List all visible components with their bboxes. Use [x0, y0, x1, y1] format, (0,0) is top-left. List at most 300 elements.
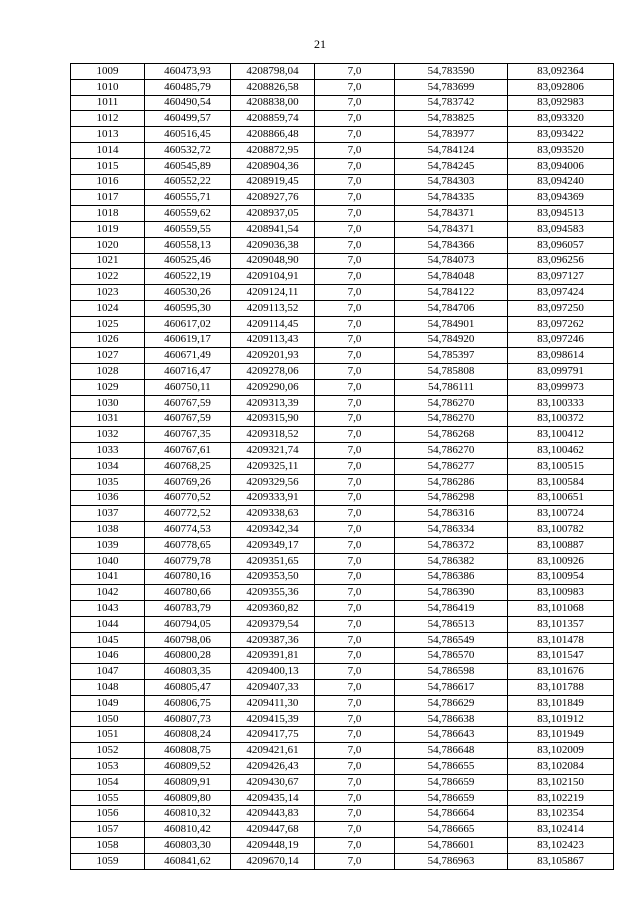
- longitude-cell: 83,100462: [508, 443, 614, 459]
- table-row: [71, 64, 614, 80]
- latitude-cell: 54,786270: [395, 411, 508, 427]
- longitude-cell: 83,092364: [508, 64, 614, 80]
- y-coordinate-cell: 4208866,48: [231, 127, 315, 143]
- latitude-cell: 54,786549: [395, 632, 508, 648]
- distance-cell: 7,0: [315, 790, 395, 806]
- latitude-cell: 54,784901: [395, 316, 508, 332]
- distance-cell: 7,0: [315, 348, 395, 364]
- point-number-cell: 1018: [71, 206, 145, 222]
- x-coordinate-cell: 460808,75: [145, 743, 231, 759]
- y-coordinate-cell: 4209321,74: [231, 443, 315, 459]
- table-row: [71, 601, 614, 617]
- distance-cell: 7,0: [315, 632, 395, 648]
- distance-cell: 7,0: [315, 569, 395, 585]
- longitude-cell: 83,102414: [508, 822, 614, 838]
- table-row: [71, 648, 614, 664]
- table-row: [71, 427, 614, 443]
- x-coordinate-cell: 460798,06: [145, 632, 231, 648]
- table-row: [71, 490, 614, 506]
- longitude-cell: 83,100584: [508, 474, 614, 490]
- y-coordinate-cell: 4209360,82: [231, 601, 315, 617]
- point-number-cell: 1052: [71, 743, 145, 759]
- point-number-cell: 1056: [71, 806, 145, 822]
- x-coordinate-cell: 460780,66: [145, 585, 231, 601]
- x-coordinate-cell: 460767,59: [145, 411, 231, 427]
- table-row: [71, 838, 614, 854]
- y-coordinate-cell: 4209417,75: [231, 727, 315, 743]
- x-coordinate-cell: 460794,05: [145, 616, 231, 632]
- latitude-cell: 54,784371: [395, 206, 508, 222]
- latitude-cell: 54,786372: [395, 537, 508, 553]
- longitude-cell: 83,096057: [508, 237, 614, 253]
- y-coordinate-cell: 4209349,17: [231, 537, 315, 553]
- x-coordinate-cell: 460779,78: [145, 553, 231, 569]
- point-number-cell: 1032: [71, 427, 145, 443]
- x-coordinate-cell: 460769,26: [145, 474, 231, 490]
- table-row: [71, 632, 614, 648]
- longitude-cell: 83,093422: [508, 127, 614, 143]
- latitude-cell: 54,783742: [395, 95, 508, 111]
- point-number-cell: 1042: [71, 585, 145, 601]
- table-row: [71, 300, 614, 316]
- point-number-cell: 1044: [71, 616, 145, 632]
- table-row: [71, 680, 614, 696]
- table-row: [71, 174, 614, 190]
- y-coordinate-cell: 4209104,91: [231, 269, 315, 285]
- latitude-cell: 54,786617: [395, 680, 508, 696]
- longitude-cell: 83,102423: [508, 838, 614, 854]
- longitude-cell: 83,101949: [508, 727, 614, 743]
- point-number-cell: 1031: [71, 411, 145, 427]
- longitude-cell: 83,101547: [508, 648, 614, 664]
- x-coordinate-cell: 460800,28: [145, 648, 231, 664]
- point-number-cell: 1036: [71, 490, 145, 506]
- latitude-cell: 54,786386: [395, 569, 508, 585]
- y-coordinate-cell: 4208826,58: [231, 79, 315, 95]
- y-coordinate-cell: 4209415,39: [231, 711, 315, 727]
- coordinates-table-body: [71, 64, 614, 870]
- distance-cell: 7,0: [315, 190, 395, 206]
- longitude-cell: 83,097262: [508, 316, 614, 332]
- table-row: [71, 285, 614, 301]
- table-row: [71, 806, 614, 822]
- latitude-cell: 54,783699: [395, 79, 508, 95]
- distance-cell: 7,0: [315, 537, 395, 553]
- table-row: [71, 822, 614, 838]
- longitude-cell: 83,100651: [508, 490, 614, 506]
- latitude-cell: 54,784073: [395, 253, 508, 269]
- table-row: [71, 316, 614, 332]
- distance-cell: 7,0: [315, 300, 395, 316]
- distance-cell: 7,0: [315, 727, 395, 743]
- longitude-cell: 83,100412: [508, 427, 614, 443]
- y-coordinate-cell: 4209443,83: [231, 806, 315, 822]
- y-coordinate-cell: 4209338,63: [231, 506, 315, 522]
- distance-cell: 7,0: [315, 506, 395, 522]
- latitude-cell: 54,786286: [395, 474, 508, 490]
- distance-cell: 7,0: [315, 237, 395, 253]
- distance-cell: 7,0: [315, 759, 395, 775]
- longitude-cell: 83,100887: [508, 537, 614, 553]
- longitude-cell: 83,100724: [508, 506, 614, 522]
- x-coordinate-cell: 460525,46: [145, 253, 231, 269]
- longitude-cell: 83,100983: [508, 585, 614, 601]
- latitude-cell: 54,786334: [395, 522, 508, 538]
- y-coordinate-cell: 4209353,50: [231, 569, 315, 585]
- latitude-cell: 54,783977: [395, 127, 508, 143]
- y-coordinate-cell: 4209114,45: [231, 316, 315, 332]
- y-coordinate-cell: 4208859,74: [231, 111, 315, 127]
- table-row: [71, 95, 614, 111]
- longitude-cell: 83,101357: [508, 616, 614, 632]
- x-coordinate-cell: 460783,79: [145, 601, 231, 617]
- distance-cell: 7,0: [315, 806, 395, 822]
- longitude-cell: 83,101788: [508, 680, 614, 696]
- latitude-cell: 54,783825: [395, 111, 508, 127]
- point-number-cell: 1051: [71, 727, 145, 743]
- longitude-cell: 83,094513: [508, 206, 614, 222]
- longitude-cell: 83,099791: [508, 364, 614, 380]
- latitude-cell: 54,784706: [395, 300, 508, 316]
- distance-cell: 7,0: [315, 364, 395, 380]
- latitude-cell: 54,785397: [395, 348, 508, 364]
- table-row: [71, 759, 614, 775]
- y-coordinate-cell: 4209379,54: [231, 616, 315, 632]
- point-number-cell: 1035: [71, 474, 145, 490]
- x-coordinate-cell: 460490,54: [145, 95, 231, 111]
- latitude-cell: 54,786963: [395, 853, 508, 869]
- table-row: [71, 474, 614, 490]
- y-coordinate-cell: 4209048,90: [231, 253, 315, 269]
- point-number-cell: 1057: [71, 822, 145, 838]
- distance-cell: 7,0: [315, 853, 395, 869]
- latitude-cell: 54,786665: [395, 822, 508, 838]
- y-coordinate-cell: 4209113,43: [231, 332, 315, 348]
- point-number-cell: 1026: [71, 332, 145, 348]
- x-coordinate-cell: 460619,17: [145, 332, 231, 348]
- longitude-cell: 83,092806: [508, 79, 614, 95]
- point-number-cell: 1017: [71, 190, 145, 206]
- point-number-cell: 1045: [71, 632, 145, 648]
- distance-cell: 7,0: [315, 774, 395, 790]
- latitude-cell: 54,786659: [395, 774, 508, 790]
- latitude-cell: 54,784124: [395, 142, 508, 158]
- longitude-cell: 83,097250: [508, 300, 614, 316]
- y-coordinate-cell: 4209426,43: [231, 759, 315, 775]
- table-row: [71, 553, 614, 569]
- point-number-cell: 1028: [71, 364, 145, 380]
- distance-cell: 7,0: [315, 664, 395, 680]
- longitude-cell: 83,093320: [508, 111, 614, 127]
- latitude-cell: 54,786648: [395, 743, 508, 759]
- coordinates-table: [70, 63, 614, 870]
- distance-cell: 7,0: [315, 695, 395, 711]
- table-row: [71, 142, 614, 158]
- longitude-cell: 83,093520: [508, 142, 614, 158]
- point-number-cell: 1059: [71, 853, 145, 869]
- point-number-cell: 1037: [71, 506, 145, 522]
- table-row: [71, 221, 614, 237]
- latitude-cell: 54,786629: [395, 695, 508, 711]
- x-coordinate-cell: 460530,26: [145, 285, 231, 301]
- distance-cell: 7,0: [315, 95, 395, 111]
- table-row: [71, 743, 614, 759]
- longitude-cell: 83,098614: [508, 348, 614, 364]
- y-coordinate-cell: 4208838,00: [231, 95, 315, 111]
- longitude-cell: 83,094583: [508, 221, 614, 237]
- y-coordinate-cell: 4208919,45: [231, 174, 315, 190]
- y-coordinate-cell: 4209113,52: [231, 300, 315, 316]
- table-row: [71, 395, 614, 411]
- y-coordinate-cell: 4208937,05: [231, 206, 315, 222]
- y-coordinate-cell: 4209325,11: [231, 458, 315, 474]
- table-row: [71, 269, 614, 285]
- x-coordinate-cell: 460559,55: [145, 221, 231, 237]
- x-coordinate-cell: 460808,24: [145, 727, 231, 743]
- longitude-cell: 83,097127: [508, 269, 614, 285]
- table-row: [71, 253, 614, 269]
- distance-cell: 7,0: [315, 474, 395, 490]
- table-row: [71, 585, 614, 601]
- y-coordinate-cell: 4209447,68: [231, 822, 315, 838]
- distance-cell: 7,0: [315, 79, 395, 95]
- distance-cell: 7,0: [315, 221, 395, 237]
- x-coordinate-cell: 460767,35: [145, 427, 231, 443]
- distance-cell: 7,0: [315, 443, 395, 459]
- longitude-cell: 83,100515: [508, 458, 614, 474]
- distance-cell: 7,0: [315, 711, 395, 727]
- distance-cell: 7,0: [315, 379, 395, 395]
- latitude-cell: 54,786643: [395, 727, 508, 743]
- point-number-cell: 1019: [71, 221, 145, 237]
- longitude-cell: 83,101676: [508, 664, 614, 680]
- point-number-cell: 1023: [71, 285, 145, 301]
- table-row: [71, 458, 614, 474]
- table-row: [71, 190, 614, 206]
- latitude-cell: 54,784303: [395, 174, 508, 190]
- point-number-cell: 1049: [71, 695, 145, 711]
- latitude-cell: 54,786316: [395, 506, 508, 522]
- distance-cell: 7,0: [315, 743, 395, 759]
- table-row: [71, 411, 614, 427]
- table-row: [71, 379, 614, 395]
- longitude-cell: 83,092983: [508, 95, 614, 111]
- longitude-cell: 83,102354: [508, 806, 614, 822]
- distance-cell: 7,0: [315, 253, 395, 269]
- longitude-cell: 83,099973: [508, 379, 614, 395]
- table-row: [71, 332, 614, 348]
- point-number-cell: 1010: [71, 79, 145, 95]
- longitude-cell: 83,100333: [508, 395, 614, 411]
- y-coordinate-cell: 4209313,39: [231, 395, 315, 411]
- latitude-cell: 54,784048: [395, 269, 508, 285]
- point-number-cell: 1016: [71, 174, 145, 190]
- table-row: [71, 695, 614, 711]
- table-row: [71, 348, 614, 364]
- point-number-cell: 1039: [71, 537, 145, 553]
- distance-cell: 7,0: [315, 427, 395, 443]
- page-number: 21: [314, 37, 326, 51]
- y-coordinate-cell: 4209278,06: [231, 364, 315, 380]
- latitude-cell: 54,786390: [395, 585, 508, 601]
- y-coordinate-cell: 4209411,30: [231, 695, 315, 711]
- x-coordinate-cell: 460485,79: [145, 79, 231, 95]
- x-coordinate-cell: 460770,52: [145, 490, 231, 506]
- latitude-cell: 54,786270: [395, 395, 508, 411]
- point-number-cell: 1043: [71, 601, 145, 617]
- point-number-cell: 1053: [71, 759, 145, 775]
- x-coordinate-cell: 460767,61: [145, 443, 231, 459]
- y-coordinate-cell: 4208872,95: [231, 142, 315, 158]
- point-number-cell: 1058: [71, 838, 145, 854]
- table-row: [71, 364, 614, 380]
- longitude-cell: 83,102150: [508, 774, 614, 790]
- longitude-cell: 83,100926: [508, 553, 614, 569]
- point-number-cell: 1027: [71, 348, 145, 364]
- table-row: [71, 443, 614, 459]
- y-coordinate-cell: 4209124,11: [231, 285, 315, 301]
- point-number-cell: 1054: [71, 774, 145, 790]
- longitude-cell: 83,101912: [508, 711, 614, 727]
- distance-cell: 7,0: [315, 174, 395, 190]
- x-coordinate-cell: 460750,11: [145, 379, 231, 395]
- distance-cell: 7,0: [315, 822, 395, 838]
- table-row: [71, 111, 614, 127]
- table-row: [71, 522, 614, 538]
- table-row: [71, 127, 614, 143]
- point-number-cell: 1014: [71, 142, 145, 158]
- latitude-cell: 54,786601: [395, 838, 508, 854]
- y-coordinate-cell: 4208798,04: [231, 64, 315, 80]
- table-row: [71, 237, 614, 253]
- distance-cell: 7,0: [315, 332, 395, 348]
- x-coordinate-cell: 460595,30: [145, 300, 231, 316]
- point-number-cell: 1013: [71, 127, 145, 143]
- x-coordinate-cell: 460768,25: [145, 458, 231, 474]
- table-row: [71, 206, 614, 222]
- distance-cell: 7,0: [315, 395, 395, 411]
- distance-cell: 7,0: [315, 490, 395, 506]
- latitude-cell: 54,784920: [395, 332, 508, 348]
- latitude-cell: 54,786659: [395, 790, 508, 806]
- y-coordinate-cell: 4209407,33: [231, 680, 315, 696]
- table-row: [71, 537, 614, 553]
- table-row: [71, 616, 614, 632]
- x-coordinate-cell: 460806,75: [145, 695, 231, 711]
- latitude-cell: 54,786111: [395, 379, 508, 395]
- y-coordinate-cell: 4209670,14: [231, 853, 315, 869]
- table-row: [71, 79, 614, 95]
- point-number-cell: 1009: [71, 64, 145, 80]
- x-coordinate-cell: 460716,47: [145, 364, 231, 380]
- x-coordinate-cell: 460807,73: [145, 711, 231, 727]
- x-coordinate-cell: 460774,53: [145, 522, 231, 538]
- longitude-cell: 83,097424: [508, 285, 614, 301]
- distance-cell: 7,0: [315, 458, 395, 474]
- latitude-cell: 54,784366: [395, 237, 508, 253]
- longitude-cell: 83,094006: [508, 158, 614, 174]
- table-row: [71, 727, 614, 743]
- distance-cell: 7,0: [315, 648, 395, 664]
- y-coordinate-cell: 4209315,90: [231, 411, 315, 427]
- y-coordinate-cell: 4209290,06: [231, 379, 315, 395]
- distance-cell: 7,0: [315, 601, 395, 617]
- table-row: [71, 853, 614, 869]
- x-coordinate-cell: 460805,47: [145, 680, 231, 696]
- latitude-cell: 54,783590: [395, 64, 508, 80]
- table-row: [71, 664, 614, 680]
- latitude-cell: 54,786655: [395, 759, 508, 775]
- longitude-cell: 83,101849: [508, 695, 614, 711]
- distance-cell: 7,0: [315, 206, 395, 222]
- distance-cell: 7,0: [315, 616, 395, 632]
- longitude-cell: 83,101068: [508, 601, 614, 617]
- longitude-cell: 83,094240: [508, 174, 614, 190]
- point-number-cell: 1015: [71, 158, 145, 174]
- latitude-cell: 54,784245: [395, 158, 508, 174]
- longitude-cell: 83,100372: [508, 411, 614, 427]
- table-row: [71, 506, 614, 522]
- point-number-cell: 1020: [71, 237, 145, 253]
- longitude-cell: 83,097246: [508, 332, 614, 348]
- point-number-cell: 1033: [71, 443, 145, 459]
- distance-cell: 7,0: [315, 111, 395, 127]
- x-coordinate-cell: 460559,62: [145, 206, 231, 222]
- distance-cell: 7,0: [315, 553, 395, 569]
- x-coordinate-cell: 460803,30: [145, 838, 231, 854]
- x-coordinate-cell: 460532,72: [145, 142, 231, 158]
- point-number-cell: 1041: [71, 569, 145, 585]
- latitude-cell: 54,786570: [395, 648, 508, 664]
- point-number-cell: 1030: [71, 395, 145, 411]
- distance-cell: 7,0: [315, 127, 395, 143]
- x-coordinate-cell: 460671,49: [145, 348, 231, 364]
- point-number-cell: 1021: [71, 253, 145, 269]
- x-coordinate-cell: 460841,62: [145, 853, 231, 869]
- longitude-cell: 83,102009: [508, 743, 614, 759]
- longitude-cell: 83,100954: [508, 569, 614, 585]
- y-coordinate-cell: 4209448,19: [231, 838, 315, 854]
- point-number-cell: 1048: [71, 680, 145, 696]
- point-number-cell: 1025: [71, 316, 145, 332]
- y-coordinate-cell: 4208941,54: [231, 221, 315, 237]
- latitude-cell: 54,786664: [395, 806, 508, 822]
- latitude-cell: 54,786298: [395, 490, 508, 506]
- x-coordinate-cell: 460499,57: [145, 111, 231, 127]
- latitude-cell: 54,786419: [395, 601, 508, 617]
- y-coordinate-cell: 4209036,38: [231, 237, 315, 253]
- longitude-cell: 83,102219: [508, 790, 614, 806]
- x-coordinate-cell: 460545,89: [145, 158, 231, 174]
- x-coordinate-cell: 460558,13: [145, 237, 231, 253]
- y-coordinate-cell: 4209435,14: [231, 790, 315, 806]
- y-coordinate-cell: 4208904,36: [231, 158, 315, 174]
- y-coordinate-cell: 4209430,67: [231, 774, 315, 790]
- latitude-cell: 54,784335: [395, 190, 508, 206]
- x-coordinate-cell: 460810,42: [145, 822, 231, 838]
- point-number-cell: 1040: [71, 553, 145, 569]
- y-coordinate-cell: 4209391,81: [231, 648, 315, 664]
- y-coordinate-cell: 4209387,36: [231, 632, 315, 648]
- longitude-cell: 83,100782: [508, 522, 614, 538]
- longitude-cell: 83,101478: [508, 632, 614, 648]
- table-row: [71, 569, 614, 585]
- longitude-cell: 83,105867: [508, 853, 614, 869]
- x-coordinate-cell: 460810,32: [145, 806, 231, 822]
- distance-cell: 7,0: [315, 64, 395, 80]
- latitude-cell: 54,784122: [395, 285, 508, 301]
- x-coordinate-cell: 460473,93: [145, 64, 231, 80]
